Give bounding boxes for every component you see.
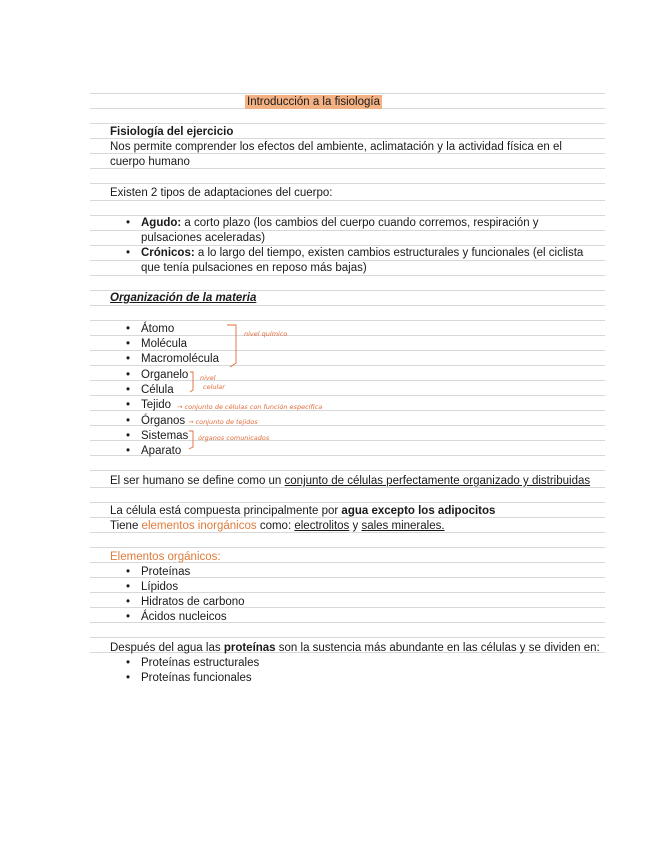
bullet-dot: • <box>126 611 131 623</box>
bullet-dot: • <box>126 415 131 427</box>
bullet-dot: • <box>126 353 131 365</box>
paragraph-line: El ser humano se define como un conjunto de células perfectamente organizado y distribuidas <box>110 475 591 487</box>
handwritten-note: celular <box>203 383 225 391</box>
paragraph-line: Existen 2 tipos de adaptaciones del cuerpo: <box>110 187 333 199</box>
paragraph-line: Después del agua las proteínas son la sustencia más abundante en las células y se dividen en: <box>110 642 600 654</box>
list-item: Átomo <box>141 323 175 335</box>
list-item: Hidratos de carbono <box>141 596 245 608</box>
list-item: Sistemas <box>141 430 189 442</box>
paragraph-line: Tiene elementos inorgánicos como: electrolitos y sales minerales. <box>110 520 445 532</box>
list-item: Molécula <box>141 338 188 350</box>
bullet-dot: • <box>126 581 131 593</box>
section-heading: Organización de la materia <box>110 292 257 304</box>
handwritten-note: → conjunto de células con función específica <box>177 403 323 411</box>
bullet-dot: • <box>126 384 131 396</box>
list-item: Proteínas <box>141 566 191 578</box>
bullet-dot: • <box>126 445 131 457</box>
handwritten-note: nivel <box>200 374 216 382</box>
bullet-dot: • <box>126 338 131 350</box>
list-item: Agudo: a corto plazo (los cambios del cuerpo cuando corremos, respiración y <box>141 217 539 229</box>
bullet-dot: • <box>126 323 131 335</box>
handwritten-note: → conjunto de tejidos <box>188 418 258 426</box>
list-item-continuation: que tenía pulsaciones en reposo más bajas) <box>141 262 367 274</box>
list-item: Macromolécula <box>141 353 219 365</box>
bullet-dot: • <box>126 217 131 229</box>
handwritten-note: órganos comunicados <box>198 434 270 442</box>
section-heading: Fisiología del ejercicio <box>110 126 234 138</box>
paragraph-line: cuerpo humano <box>110 156 190 168</box>
bullet-dot: • <box>126 247 131 259</box>
list-item: Tejido <box>141 399 172 411</box>
bullet-dot: • <box>126 566 131 578</box>
list-item-continuation: pulsaciones aceleradas) <box>141 232 266 244</box>
list-item: Aparato <box>141 445 182 457</box>
list-item: Organelo <box>141 369 189 381</box>
list-item: Órganos <box>141 415 186 427</box>
bullet-dot: • <box>126 399 131 411</box>
bullet-dot: • <box>126 672 131 684</box>
page-title: Introducción a la fisiología <box>247 96 380 108</box>
bullet-dot: • <box>126 657 131 669</box>
list-item: Célula <box>141 384 174 396</box>
list-item: Crónicos: a lo largo del tiempo, existen cambios estructurales y funcionales (el ciclista <box>141 247 584 259</box>
paragraph-line: Nos permite comprender los efectos del ambiente, aclimatación y la actividad física en el <box>110 141 562 153</box>
list-item: Ácidos nucleicos <box>141 611 227 623</box>
section-heading: Elementos orgánicos: <box>110 551 221 563</box>
list-item: Lípidos <box>141 581 179 593</box>
bullet-dot: • <box>126 596 131 608</box>
handwritten-note: nivel químico <box>244 330 288 338</box>
bullet-dot: • <box>126 430 131 442</box>
list-item: Proteínas funcionales <box>141 672 252 684</box>
bullet-dot: • <box>126 369 131 381</box>
paragraph-line: La célula está compuesta principalmente por agua excepto los adipocitos <box>110 505 496 517</box>
list-item: Proteínas estructurales <box>141 657 260 669</box>
